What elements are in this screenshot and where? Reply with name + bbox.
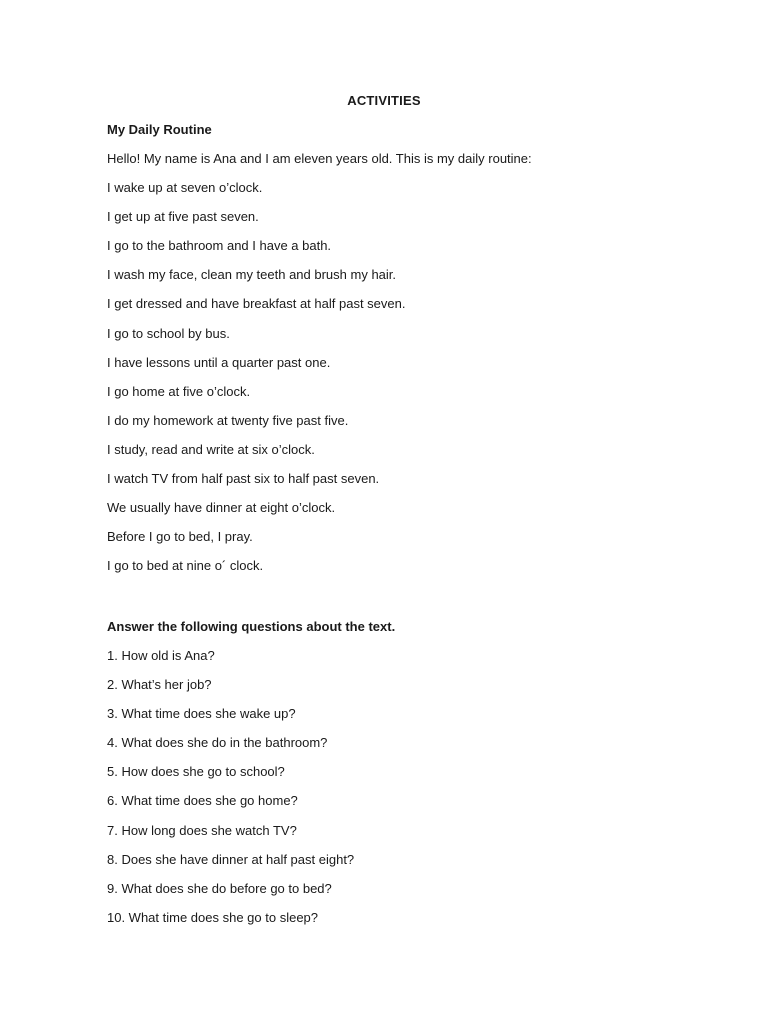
routine-line: We usually have dinner at eight o’clock. [107,500,336,516]
intro-line: Hello! My name is Ana and I am eleven years old. This is my daily routine: [107,151,532,166]
routine-text [107,151,532,587]
question-item: 5. How does she go to school? [107,764,285,780]
routine-line: I go to bed at nine o´ clock. [107,558,264,574]
routine-line: I go to the bathroom and I have a bath. [107,238,332,254]
question-item: 9. What does she do before go to bed? [107,880,332,896]
routine-line: I go to school by bus. [107,325,230,341]
page-title: ACTIVITIES [347,93,421,108]
question-item: 4. What does she do in the bathroom? [107,735,328,751]
routine-line: I watch TV from half past six to half past seven. [107,471,380,487]
routine-line: I get up at five past seven. [107,209,259,225]
routine-line: I wash my face, clean my teeth and brush my hair. [107,267,397,283]
routine-line: Before I go to bed, I pray. [107,529,253,545]
question-item: 7. How long does she watch TV? [107,822,297,838]
question-item: 2. What’s her job? [107,677,212,693]
question-list [107,648,354,939]
routine-line: I do my homework at twenty five past five. [107,412,349,428]
question-item: 8. Does she have dinner at half past eight? [107,851,355,867]
question-item: 10. What time does she go to sleep? [107,909,319,925]
question-item: 3. What time does she wake up? [107,706,296,722]
routine-line: I go home at five o’clock. [107,383,251,399]
question-item: 6. What time does she go home? [107,793,298,809]
routine-line: I wake up at seven o’clock. [107,180,263,196]
routine-line: I have lessons until a quarter past one. [107,354,331,370]
routine-line: I get dressed and have breakfast at half past seven. [107,296,406,312]
section-title: My Daily Routine [107,122,212,137]
question-item: 1. How old is Ana? [107,648,215,663]
routine-line: I study, read and write at six o’clock. [107,441,315,457]
questions-heading: Answer the following questions about the text. [107,619,396,634]
